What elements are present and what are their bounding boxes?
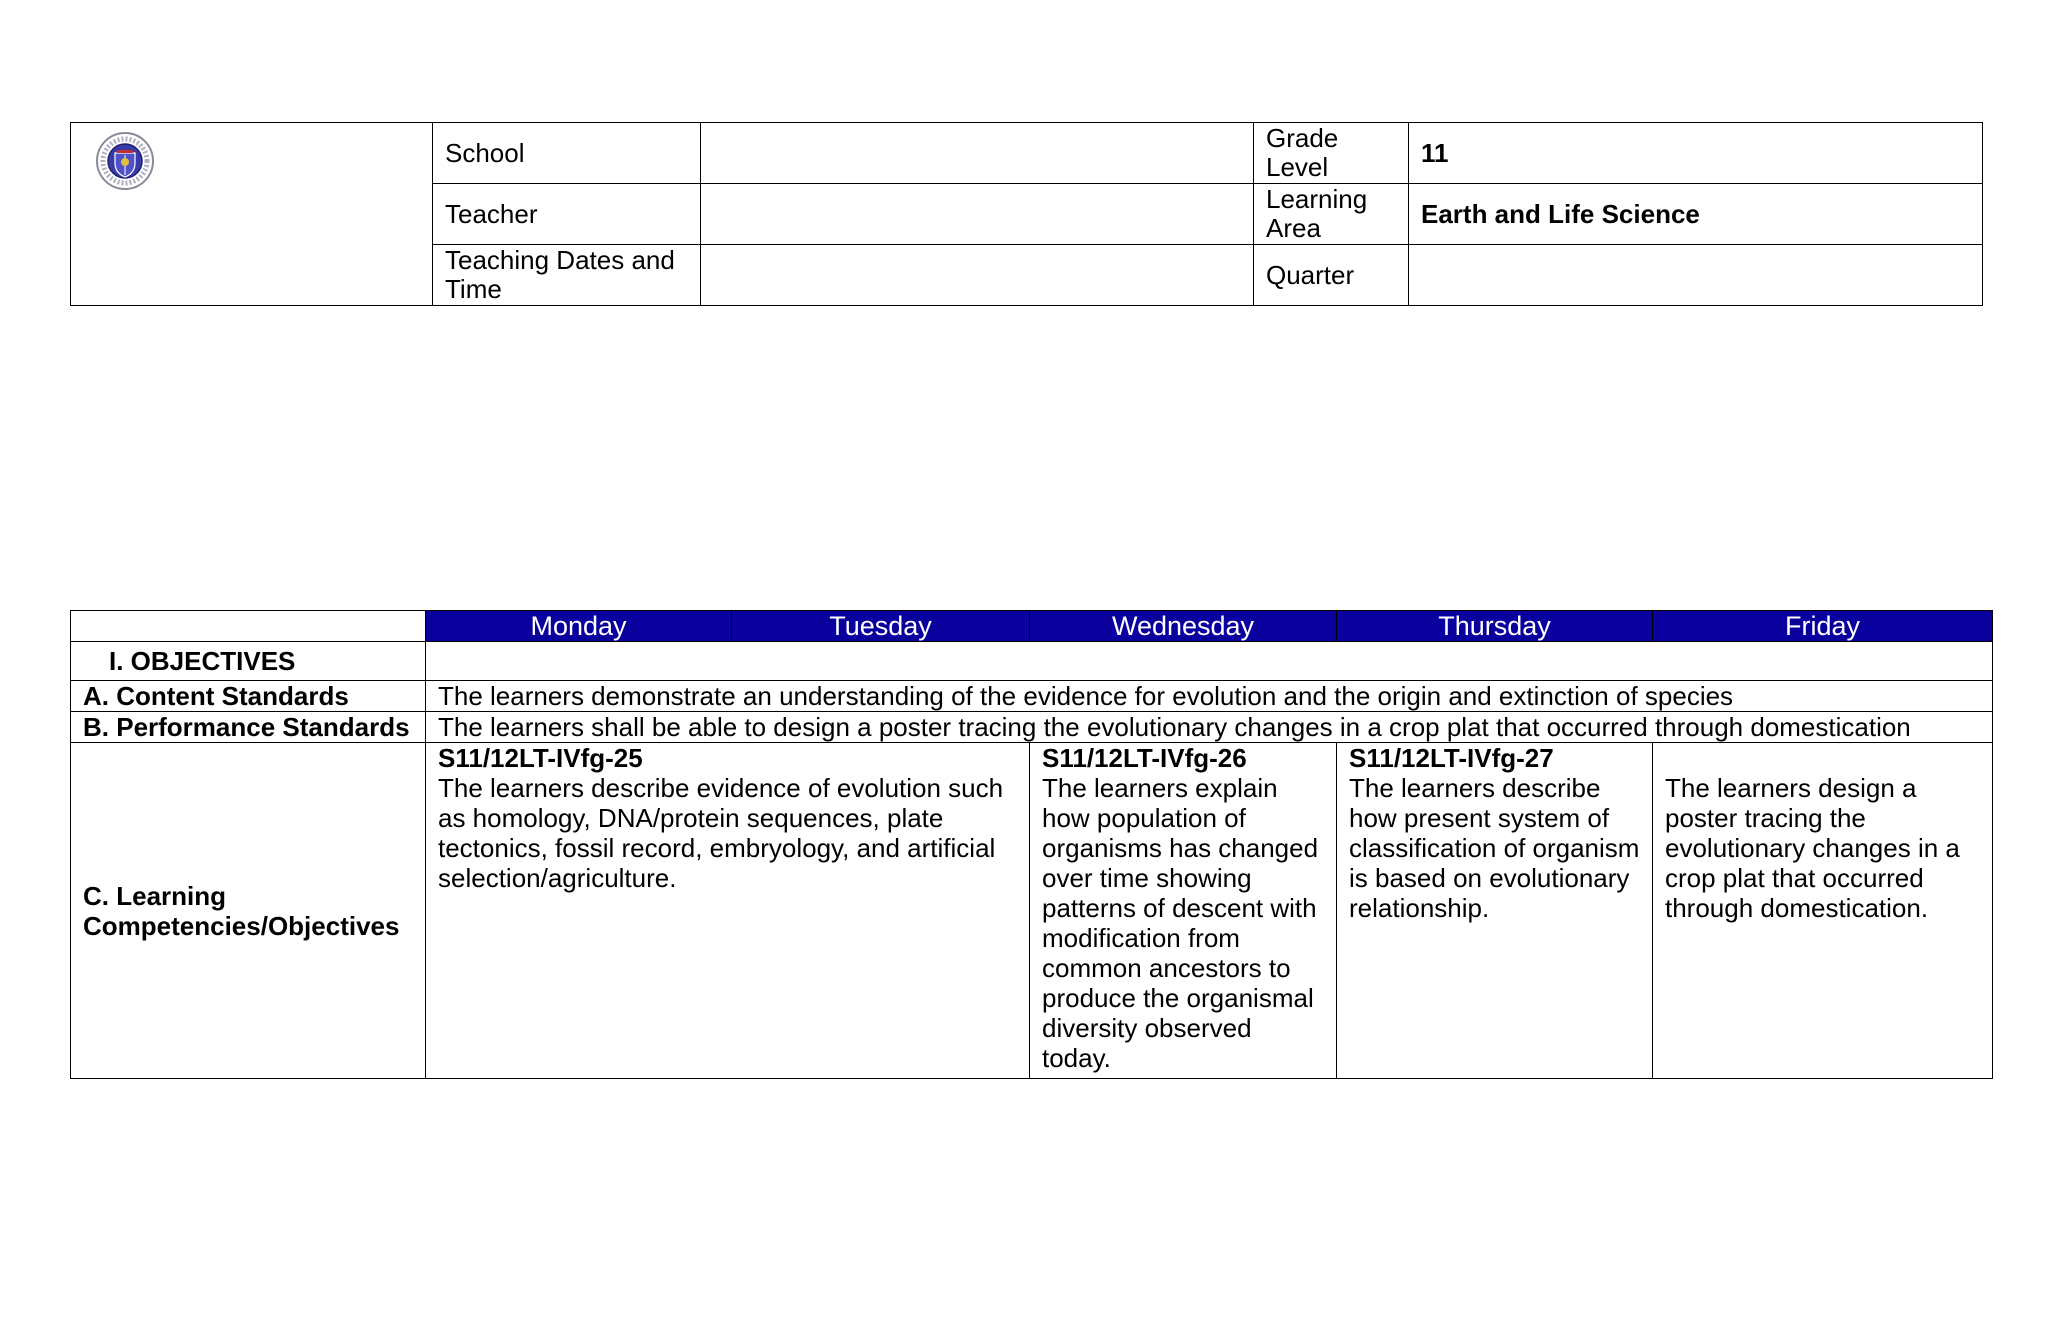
content-standards-label: A. Content Standards	[71, 681, 426, 712]
competencies-label: C. Learning Competencies/Objectives	[71, 743, 426, 1079]
teacher-value[interactable]	[701, 184, 1254, 245]
logo-cell	[71, 123, 433, 306]
day-thursday: Thursday	[1337, 611, 1653, 642]
competency-text: The learners explain how population of organisms has changed over time showing patterns of descent with modification from common ancestors to produce the organismal diversity observed today.	[1042, 773, 1319, 1073]
content-standards-row	[71, 681, 1993, 712]
performance-standards-row	[71, 712, 1993, 743]
school-label: School	[433, 123, 701, 184]
competency-code: S11/12LT-IVfg-27	[1349, 743, 1554, 773]
area-value[interactable]: Earth and Life Science	[1409, 184, 1983, 245]
competency-wednesday[interactable]	[1030, 743, 1337, 1079]
content-standards-text[interactable]: The learners demonstrate an understanding of the evidence for evolution and the origin and extinction of species	[426, 681, 1993, 712]
competency-monday-tuesday[interactable]	[426, 743, 1030, 1079]
dates-value[interactable]	[701, 245, 1254, 306]
competencies-row	[71, 743, 1993, 1079]
teacher-label: Teacher	[433, 184, 701, 245]
day-tuesday: Tuesday	[732, 611, 1030, 642]
days-header-row	[71, 611, 1993, 642]
competency-code: S11/12LT-IVfg-25	[438, 743, 643, 773]
dll-table	[70, 610, 1993, 1079]
performance-standards-text[interactable]: The learners shall be able to design a poster tracing the evolutionary changes in a crop plat that occurred through domestication	[426, 712, 1993, 743]
quarter-value[interactable]	[1409, 245, 1983, 306]
area-label: Learning Area	[1254, 184, 1409, 245]
deped-seal-icon	[95, 131, 155, 191]
days-header-blank	[71, 611, 426, 642]
competency-thursday[interactable]	[1337, 743, 1653, 1079]
competency-text: The learners describe evidence of evolution such as homology, DNA/protein sequences, plate tectonics, fossil record, embryology, and artificial selection/agriculture.	[438, 773, 1004, 893]
day-monday: Monday	[426, 611, 732, 642]
day-friday: Friday	[1653, 611, 1993, 642]
grade-value[interactable]: 11	[1409, 123, 1983, 184]
competency-code: S11/12LT-IVfg-26	[1042, 743, 1247, 773]
day-wednesday: Wednesday	[1030, 611, 1337, 642]
header-row-school	[71, 123, 1983, 184]
dates-label: Teaching Dates and Time	[433, 245, 701, 306]
objectives-value[interactable]	[426, 642, 1993, 681]
competency-text: The learners design a poster tracing the evolutionary changes in a crop plat that occurred through domestication.	[1665, 773, 1960, 923]
competency-text: The learners describe how present system of classification of organism is based on evolutionary relationship.	[1349, 773, 1640, 923]
objectives-label: I. OBJECTIVES	[71, 642, 426, 681]
header-table	[70, 122, 1983, 306]
competency-friday[interactable]	[1653, 743, 1993, 1079]
grade-label: Grade Level	[1254, 123, 1409, 184]
performance-standards-label: B. Performance Standards	[71, 712, 426, 743]
school-value[interactable]	[701, 123, 1254, 184]
quarter-label: Quarter	[1254, 245, 1409, 306]
objectives-row	[71, 642, 1993, 681]
